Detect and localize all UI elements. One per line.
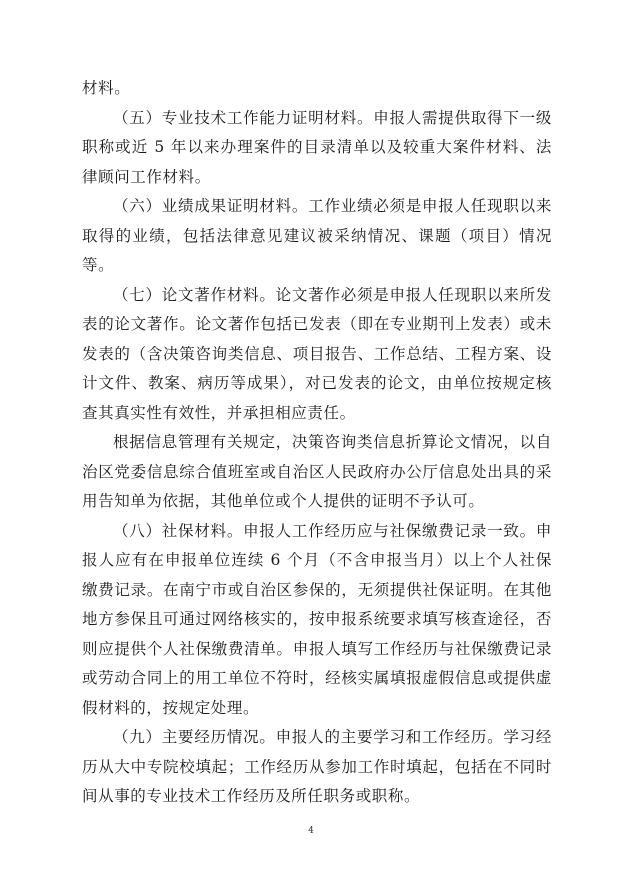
paragraph-section-8: （八）社保材料。申报人工作经历应与社保缴费记录一致。申报人应有在申报单位连续 6 个月（不含申报当月）以上个人社保缴费记录。在南宁市或自治区参保的，无须提供社保证明。在其他地方参保且可通过网络核实的，按申报系统要求填写核查途径，否则应提供个人社保缴费清单。申报人填写工作经历与社保缴费记录或劳动合同上的用工单位不符时，经核实属填报虚假信息或提供虚假材料的，按规定处理。 (82, 521, 552, 717)
document-body (82, 74, 552, 812)
paragraph-info-rule: 根据信息管理有关规定，决策咨询类信息折算论文情况，以自治区党委信息综合值班室或自治区人民政府办公厅信息处出具的采用告知单为依据，其他单位或个人提供的证明不予认可。 (82, 433, 552, 510)
paragraph-section-5: （五）专业技术工作能力证明材料。申报人需提供取得下一级职称或近 5 年以来办理案件的目录清单以及较重大案件材料、法律顾问工作材料。 (82, 108, 552, 186)
paragraph-section-6: （六）业绩成果证明材料。工作业绩必须是申报人任现职以来取得的业绩，包括法律意见建议被采纳情况、课题（项目）情况等。 (82, 197, 552, 274)
paragraph-section-7: （七）论文著作材料。论文著作必须是申报人任现职以来所发表的论文著作。论文著作包括已发表（即在专业期刊上发表）或未发表的（含决策咨询类信息、项目报告、工作总结、工程方案、设计文件、教案、病历等成果），对已发表的论文，由单位按规定核查其真实性有效性，并承担相应责任。 (82, 285, 552, 422)
paragraph-section-9: （九）主要经历情况。申报人的主要学习和工作经历。学习经历从大中专院校填起；工作经历从参加工作时填起，包括在不同时间从事的专业技术工作经历及所任职务或职称。 (82, 728, 552, 805)
paragraph-continuation: 材料。 (82, 79, 131, 97)
page-number: 4 (308, 826, 314, 836)
